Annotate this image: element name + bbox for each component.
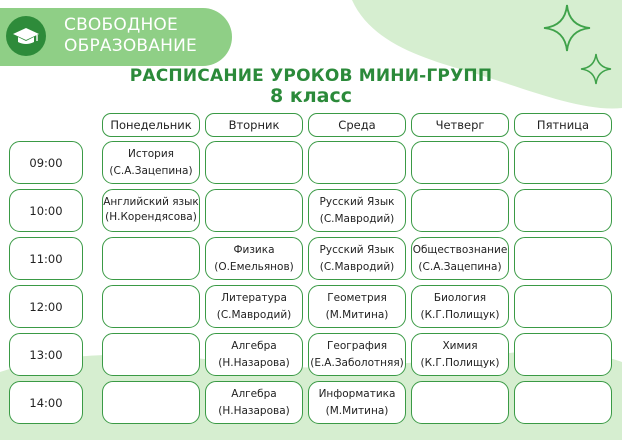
lesson-cell: [308, 333, 406, 376]
lesson-teacher: (Н.Назарова): [218, 356, 290, 369]
graduation-cap-icon: [6, 16, 46, 56]
lesson-cell: [308, 141, 406, 184]
lesson-cell: [514, 285, 612, 328]
lesson-cell: [514, 333, 612, 376]
day-header: Понедельник: [102, 113, 200, 137]
lesson-subject: Русский Язык: [319, 196, 395, 209]
lesson-cell: [102, 141, 200, 184]
lesson-subject: Геометрия: [327, 292, 387, 305]
lesson-teacher: (К.Г.Полищук): [420, 356, 500, 369]
lesson-teacher: (М.Митина): [325, 404, 389, 417]
time-slot: 10:00: [9, 189, 83, 232]
lesson-subject: Биология: [433, 292, 487, 305]
lesson-subject: Английский язык: [103, 195, 199, 208]
lesson-cell: [308, 381, 406, 424]
lesson-subject: Алгебра: [231, 388, 277, 401]
day-header: Вторник: [205, 113, 303, 137]
brand-line-2: ОБРАЗОВАНИЕ: [64, 36, 197, 56]
lesson-teacher: (Н.Назарова): [218, 404, 290, 417]
lesson-teacher: (С.А.Зацепина): [109, 164, 193, 177]
day-header: Четверг: [411, 113, 509, 137]
lesson-cell: [205, 141, 303, 184]
lesson-cell: [411, 285, 509, 328]
time-slot: 12:00: [9, 285, 83, 328]
lesson-subject: Литература: [221, 292, 287, 305]
brand-name: [64, 15, 197, 57]
lesson-cell: [102, 285, 200, 328]
lesson-subject: Физика: [233, 244, 275, 257]
lesson-cell: [205, 333, 303, 376]
lesson-subject: Химия: [442, 340, 478, 353]
brand-line-1: СВОБОДНОЕ: [64, 15, 178, 35]
lesson-subject: Русский Язык: [319, 244, 395, 257]
day-header: Пятница: [514, 113, 612, 137]
lesson-subject: Алгебра: [231, 340, 277, 353]
lesson-cell: [411, 189, 509, 232]
sparkle-star-icon: [542, 3, 592, 53]
lesson-cell: [514, 237, 612, 280]
lesson-cell: [308, 189, 406, 232]
lesson-subject: Информатика: [318, 388, 396, 401]
lesson-cell: [411, 333, 509, 376]
lesson-cell: [102, 333, 200, 376]
lesson-cell: [514, 381, 612, 424]
lesson-subject: Обществознание: [412, 244, 508, 257]
lesson-teacher: (М.Митина): [325, 308, 389, 321]
lesson-cell: [205, 237, 303, 280]
lesson-cell: [411, 381, 509, 424]
day-header: Среда: [308, 113, 406, 137]
lesson-cell: [308, 285, 406, 328]
lesson-cell: [514, 141, 612, 184]
time-slot: 14:00: [9, 381, 83, 424]
lesson-subject: География: [326, 340, 388, 353]
lesson-cell: [205, 285, 303, 328]
lesson-cell: [514, 189, 612, 232]
lesson-teacher: (С.Мавродий): [319, 260, 395, 273]
lesson-cell: [102, 381, 200, 424]
lesson-cell: [308, 237, 406, 280]
lesson-teacher: (Н.Корендясова): [105, 210, 197, 223]
lesson-teacher: (С.А.Зацепина): [418, 260, 502, 273]
time-slot: 11:00: [9, 237, 83, 280]
lesson-teacher: (Е.А.Заболотняя): [310, 356, 404, 369]
page-title: РАСПИСАНИЕ УРОКОВ МИНИ-ГРУПП: [129, 66, 493, 86]
time-slot: 13:00: [9, 333, 83, 376]
lesson-cell: [205, 189, 303, 232]
lesson-teacher: (С.Мавродий): [216, 308, 292, 321]
page-subtitle: 8 класс: [270, 85, 352, 107]
lesson-cell: [411, 141, 509, 184]
lesson-cell: [411, 237, 509, 280]
time-slot: 09:00: [9, 141, 83, 184]
lesson-cell: [102, 237, 200, 280]
lesson-cell: [205, 381, 303, 424]
brand-logo: [0, 8, 232, 66]
lesson-teacher: (О.Емельянов): [214, 260, 294, 273]
lesson-teacher: (С.Мавродий): [319, 212, 395, 225]
lesson-subject: История: [128, 148, 174, 161]
lesson-teacher: (К.Г.Полищук): [420, 308, 500, 321]
lesson-cell: [102, 189, 200, 232]
